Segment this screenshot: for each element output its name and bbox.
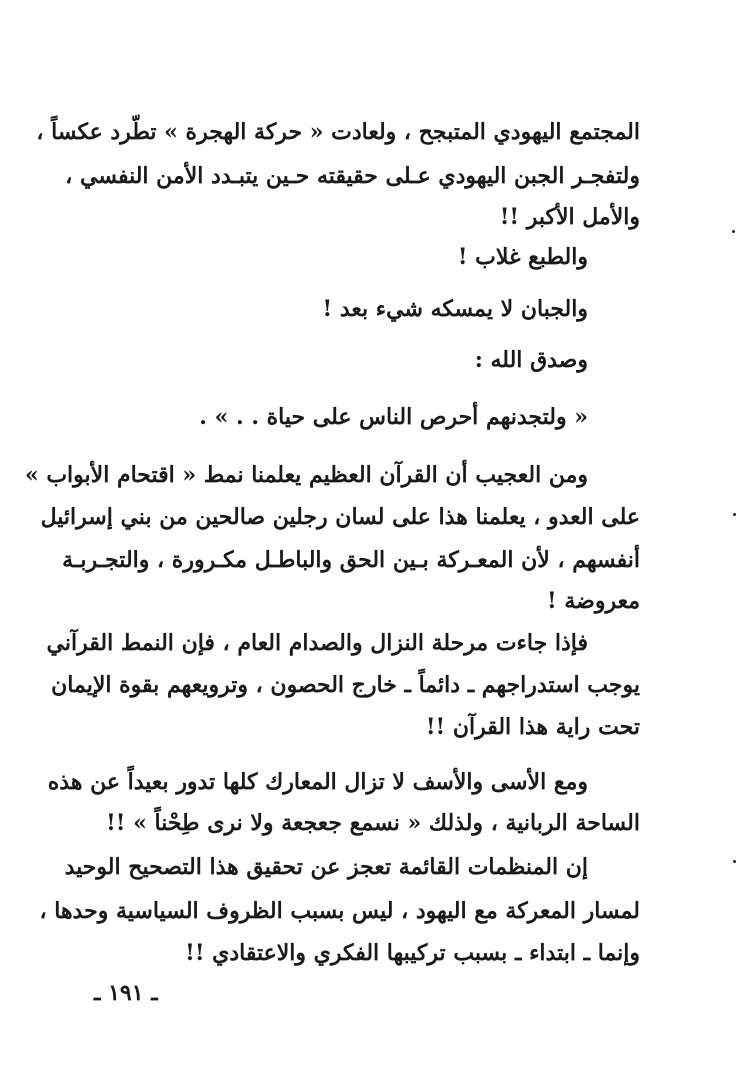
text-line: والطبع غلاب ! (457, 244, 588, 270)
text-line: لمسار المعركة مع اليهود ، ليس بسبب الظروف السياسية وحدها ، (39, 898, 640, 924)
quote-line: « ولتجدنهم أحرص الناس على حياة . . » . (199, 404, 588, 430)
text-line: ومع الأسى والأسف لا تزال المعارك كلها تدور بعيداً عن هذه (47, 769, 588, 795)
text-line: معروضة ! (547, 588, 640, 614)
text-line: أنفسهم ، لأن المعـركة بـين الحق والباطـل مكـرورة ، والتجـربـة (62, 547, 640, 573)
text-line: إن المنظمات القائمة تعجز عن تحقيق هذا التصحيح الوحيد (64, 854, 588, 880)
text-line: على العدو ، يعلمنا هذا على لسان رجلين صالحين من بني إسرائيل (40, 504, 640, 530)
text-line: يوجب استدراجهم ـ دائماً ـ خارج الحصون ، وترويعهم بقوة الإيمان (51, 672, 640, 698)
text-line: تحت راية هذا القرآن !! (425, 714, 640, 740)
text-line: الساحة الربانية ، ولذلك « نسمع جعجعة ولا نرى طِحْناً » !! (106, 810, 640, 836)
text-line: وإنما ـ ابتداء ـ بسبب تركيبها الفكري والاعتقادي !! (185, 940, 640, 966)
text-line: فإذا جاءت مرحلة النزال والصدام العام ، فإن النمط القرآني (46, 630, 588, 656)
text-line: المجتمع اليهودي المتبجح ، ولعادت « حركة الهجرة » تطّرد عكساً ، (36, 119, 640, 145)
text-line: وصدق الله : (474, 347, 588, 373)
text-line: والأمل الأكبر !! (499, 204, 640, 230)
scan-mark (732, 230, 735, 233)
text-line: والجبان لا يمسكه شيء بعد ! (322, 296, 588, 322)
page-number: ـ ١٩١ ـ (94, 980, 158, 1006)
text-line: ومن العجيب أن القرآن العظيم يعلمنا نمط « اقتحام الأبواب » (24, 462, 588, 488)
text-line: ولتفجـر الجبن اليهودي عـلى حقيقته حـين يتبـدد الأمن النفسي ، (65, 163, 640, 189)
scan-mark (733, 513, 736, 516)
scan-mark (733, 860, 736, 863)
